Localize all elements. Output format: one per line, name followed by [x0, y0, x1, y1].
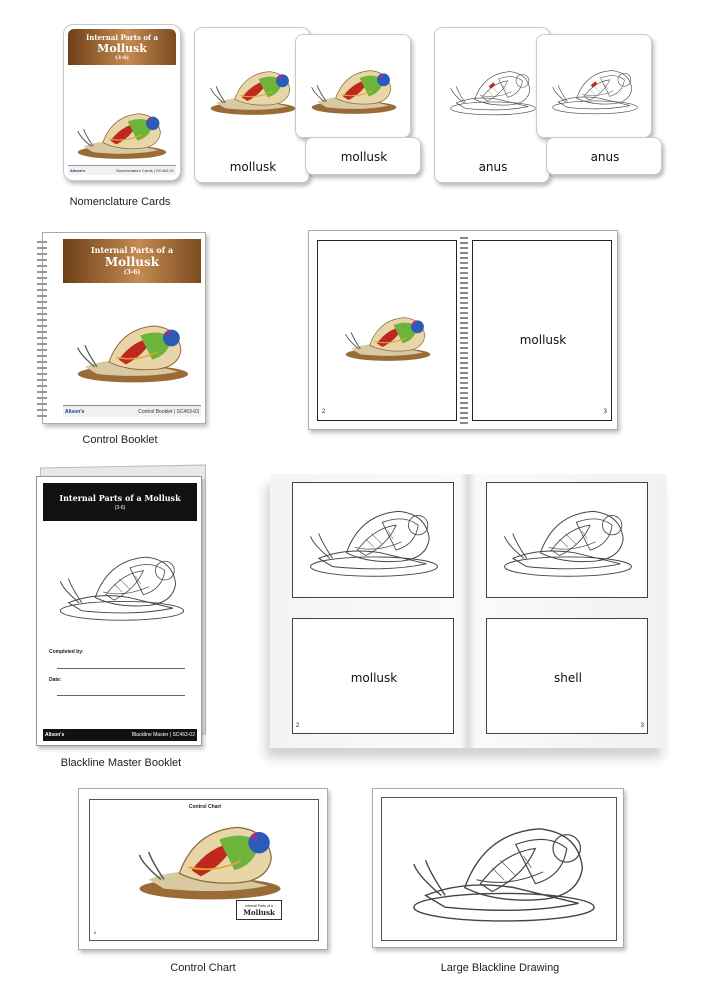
mollusk-color-illustration [308, 61, 400, 117]
page-number-left: 2 [322, 409, 326, 415]
mollusk-line-illustration [406, 806, 602, 930]
mollusk-line-illustration [447, 62, 539, 118]
control-chart-inner [89, 799, 319, 941]
booklet-page-word: mollusk [519, 333, 567, 347]
page-number-left: 2 [296, 723, 300, 729]
mollusk-color-illustration [207, 62, 299, 118]
label-card-word: anus [590, 150, 620, 164]
chart-box-line1: Internal Parts of a [245, 904, 273, 908]
caption-nomenclature-cards: Nomenclature Cards [69, 196, 171, 208]
picture-card-word: mollusk [229, 160, 277, 174]
caption-control-chart: Control Chart [170, 962, 236, 974]
picture-card-anus-back[interactable] [536, 34, 652, 138]
mollusk-color-illustration [116, 812, 304, 904]
caption-blackline-master: Blackline Master Booklet [60, 757, 182, 769]
chart-label-box [236, 900, 282, 920]
blackline-page-bottom-left [292, 618, 454, 734]
booklet-page-right [472, 240, 612, 421]
mollusk-line-illustration [305, 495, 443, 583]
booklet-title-line2: Mollusk [104, 255, 160, 269]
blackline-page-word: mollusk [350, 671, 398, 685]
date-line [57, 695, 185, 696]
booklet-age: (3-6) [123, 269, 141, 276]
spiral-binding [37, 241, 47, 417]
booklet-header [63, 239, 201, 283]
blackline-page-top-left [292, 482, 454, 598]
booklet-footer [63, 405, 201, 417]
chart-box-line2: Mollusk [243, 908, 275, 917]
cover-brand: Alison's [70, 168, 86, 173]
nomenclature-cover-card[interactable] [63, 24, 181, 181]
booklet-brand: Alison's [65, 409, 85, 415]
caption-control-booklet: Control Booklet [82, 434, 158, 446]
mollusk-line-illustration [549, 61, 641, 117]
booklet-title-line1: Internal Parts of a [90, 245, 174, 255]
blackline-master-cover[interactable] [36, 476, 202, 746]
large-blackline-board[interactable] [372, 788, 624, 948]
label-card-anus[interactable] [546, 137, 662, 175]
picture-card-mollusk-back[interactable] [295, 34, 411, 138]
cover-title-line1: Internal Parts of a [85, 33, 159, 42]
page-number-right: 3 [640, 723, 644, 729]
date-label: Date: [49, 677, 62, 683]
spiral-binding [460, 237, 468, 425]
picture-card-word: anus [478, 160, 508, 174]
blackline-page-bottom-right [486, 618, 648, 734]
control-booklet-cover[interactable] [42, 232, 206, 424]
caption-large-blackline: Large Blackline Drawing [440, 962, 560, 974]
mollusk-color-illustration [342, 307, 434, 365]
cover-title-line2: Mollusk [97, 42, 147, 55]
control-chart-board[interactable] [78, 788, 328, 950]
blackline-title: Internal Parts of a Mollusk [59, 493, 181, 503]
blackline-brand: Alison's [45, 732, 65, 738]
picture-card-anus[interactable] [434, 27, 550, 183]
mollusk-line-illustration [55, 543, 189, 625]
cover-footer-label: Nomenclature Cards | SC463-01 [116, 168, 174, 173]
booklet-page-left [317, 240, 457, 421]
page-number-right: 3 [603, 409, 607, 415]
chart-page-number: II [94, 930, 97, 935]
mollusk-color-illustration [74, 103, 170, 163]
blackline-footer [43, 729, 197, 741]
picture-card-mollusk[interactable] [194, 27, 310, 183]
blackline-page-top-right [486, 482, 648, 598]
mollusk-color-illustration [73, 313, 193, 387]
completed-by-label: Completed by: [49, 649, 84, 655]
completed-by-line [57, 668, 185, 669]
label-card-mollusk[interactable] [305, 137, 421, 175]
blackline-footer-label: Blackline Master | SC463-02 [131, 732, 195, 738]
large-blackline-inner [381, 797, 617, 941]
blackline-page-word: shell [554, 671, 582, 685]
control-booklet-open[interactable] [308, 230, 618, 430]
cover-age: (3-6) [115, 55, 129, 61]
cover-footer [68, 165, 176, 175]
cover-header [68, 29, 176, 65]
mollusk-line-illustration [499, 495, 637, 583]
blackline-header [43, 483, 197, 521]
booklet-footer-label: Control Booklet | SC463-03 [138, 409, 199, 415]
chart-title: Control Chart [188, 804, 222, 810]
blackline-age: (3-6) [114, 505, 126, 511]
label-card-word: mollusk [340, 150, 388, 164]
blackline-booklet-open[interactable] [270, 474, 666, 748]
